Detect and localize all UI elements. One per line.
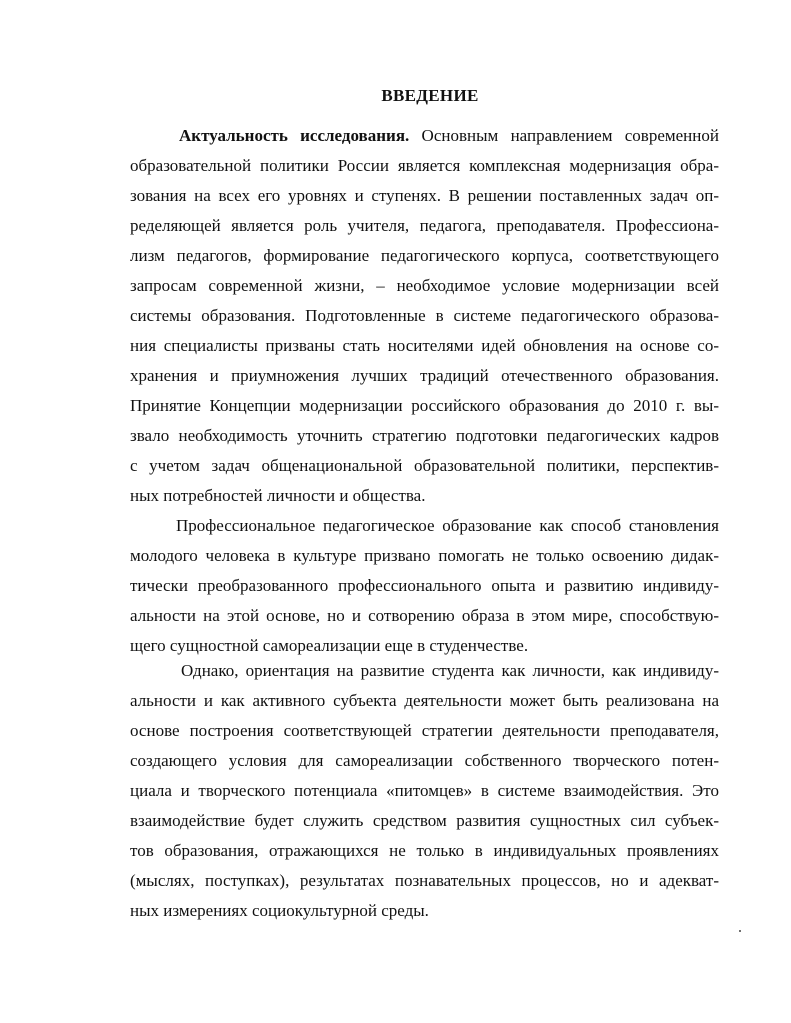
- paragraph-1-line-2: образовательной политики России является комплексная модернизация обра-: [130, 156, 719, 175]
- paragraph-1-line-12: с учетом задач общенациональной образовательной политики, перспектив-: [130, 456, 719, 475]
- paragraph-3-line-3: основе построения соответствующей стратегии деятельности преподавателя,: [130, 721, 719, 740]
- paragraph-3-line-5: циала и творческого потенциала «питомцев» в системе взаимодействия. Это: [130, 781, 719, 800]
- paragraph-2-line-3: тически преобразованного профессионального опыта и развитию индивиду-: [130, 576, 719, 595]
- paragraph-2-line-1: Профессиональное педагогическое образование как способ становления: [176, 516, 719, 535]
- paragraph-1-line-10: Принятие Концепции модернизации российского образования до 2010 г. вы-: [130, 396, 719, 415]
- paragraph-1-line-4: ределяющей является роль учителя, педагога, преподавателя. Профессиона-: [130, 216, 719, 235]
- paragraph-1-line-11: звало необходимость уточнить стратегию подготовки педагогических кадров: [130, 426, 719, 445]
- paragraph-1-line-1-text: Основным направлением современной: [409, 126, 719, 145]
- page-title: ВВЕДЕНИЕ: [381, 86, 479, 105]
- paragraph-3-line-2: альности и как активного субъекта деятельности может быть реализована на: [130, 691, 719, 710]
- paragraph-1-line-3: зования на всех его уровнях и ступенях. В решении поставленных задач оп-: [130, 186, 719, 205]
- paragraph-3-line-6: взаимодействие будет служить средством развития сущностных сил субъек-: [130, 811, 719, 830]
- paragraph-3-line-4: создающего условия для самореализации собственного творческого потен-: [130, 751, 719, 770]
- paragraph-1-line-5: лизм педагогов, формирование педагогического корпуса, соответствующего: [130, 246, 719, 265]
- paragraph-1-line-6: запросам современной жизни, – необходимое условие модернизации всей: [130, 276, 719, 295]
- scan-speck: [739, 930, 741, 932]
- paragraph-1-line-9: хранения и приумножения лучших традиций отечественного образования.: [130, 366, 719, 385]
- paragraph-3-line-8: (мыслях, поступках), результатах познавательных процессов, но и адекват-: [130, 871, 719, 890]
- lead-phrase: Актуальность исследования.: [179, 126, 410, 145]
- paragraph-1-line-7: системы образования. Подготовленные в системе педагогического образова-: [130, 306, 719, 325]
- paragraph-3-line-1: Однако, ориентация на развитие студента как личности, как индивиду-: [181, 661, 719, 680]
- paragraph-2-line-4: альности на этой основе, но и сотворению образа в этом мире, способствую-: [130, 606, 719, 625]
- paragraph-2-line-5: щего сущностной самореализации еще в студенчестве.: [130, 636, 529, 655]
- paragraph-1-line-1: [179, 125, 719, 147]
- paragraph-3-line-9: ных измерениях социокультурной среды.: [130, 901, 429, 920]
- paragraph-3-line-7: тов образования, отражающихся не только в индивидуальных проявлениях: [130, 841, 719, 860]
- paragraph-1-line-13: ных потребностей личности и общества.: [130, 486, 426, 505]
- paragraph-2-line-2: молодого человека в культуре призвано помогать не только освоению дидак-: [130, 546, 719, 565]
- paragraph-1-line-8: ния специалисты призваны стать носителями идей обновления на основе со-: [130, 336, 719, 355]
